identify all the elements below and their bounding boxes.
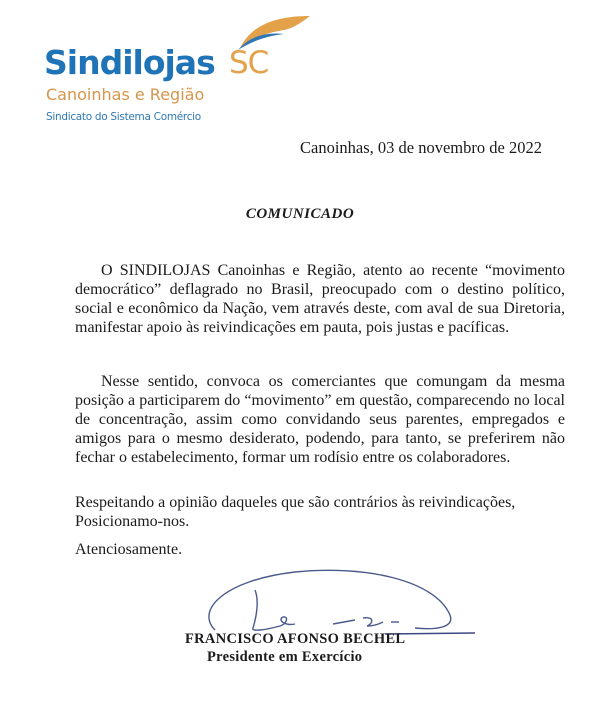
- signatory-name: FRANCISCO AFONSO BECHEL: [185, 631, 406, 647]
- paragraph: Nesse sentido, convoca os comerciantes que comungam da mesma posição a participarem do “movimento” em questão, comparecendo no local de concentração, assim como convidando seus parentes, empregados e amigos para o mesmo desiderato, podendo, para tanto, se preferirem não fechar o estabelecimento, formar um rodísio entre os colaboradores.: [75, 373, 565, 466]
- swoosh-icon: [232, 10, 312, 50]
- paragraph: O SINDILOJAS Canoinhas e Região, atento ao recente “movimento democrático” deflagrado no Brasil, preocupado com o destino político, social e econômico da Nação, vem através deste, com aval de sua Diretoria, manifestar apoio às reivindicações em pauta, pois justas e pacíficas.: [75, 262, 565, 336]
- brand-suffix: SC: [229, 45, 269, 81]
- letterhead-logo: [44, 10, 294, 130]
- brand-region: Canoinhas e Região: [46, 85, 205, 104]
- paragraph: Respeitando a opinião daqueles que são contrários às reivindicações, Posicionamo-nos.: [75, 494, 516, 530]
- brand-name: Sindilojas: [44, 43, 215, 82]
- document-title: COMUNICADO: [245, 206, 355, 222]
- signatory-role: Presidente em Exercício: [207, 649, 363, 665]
- date-line: Canoinhas, 03 de novembro de 2022: [300, 138, 542, 157]
- closing-line: Atenciosamente.: [75, 541, 183, 558]
- brand-tagline: Sindicato do Sistema Comércio: [46, 111, 201, 123]
